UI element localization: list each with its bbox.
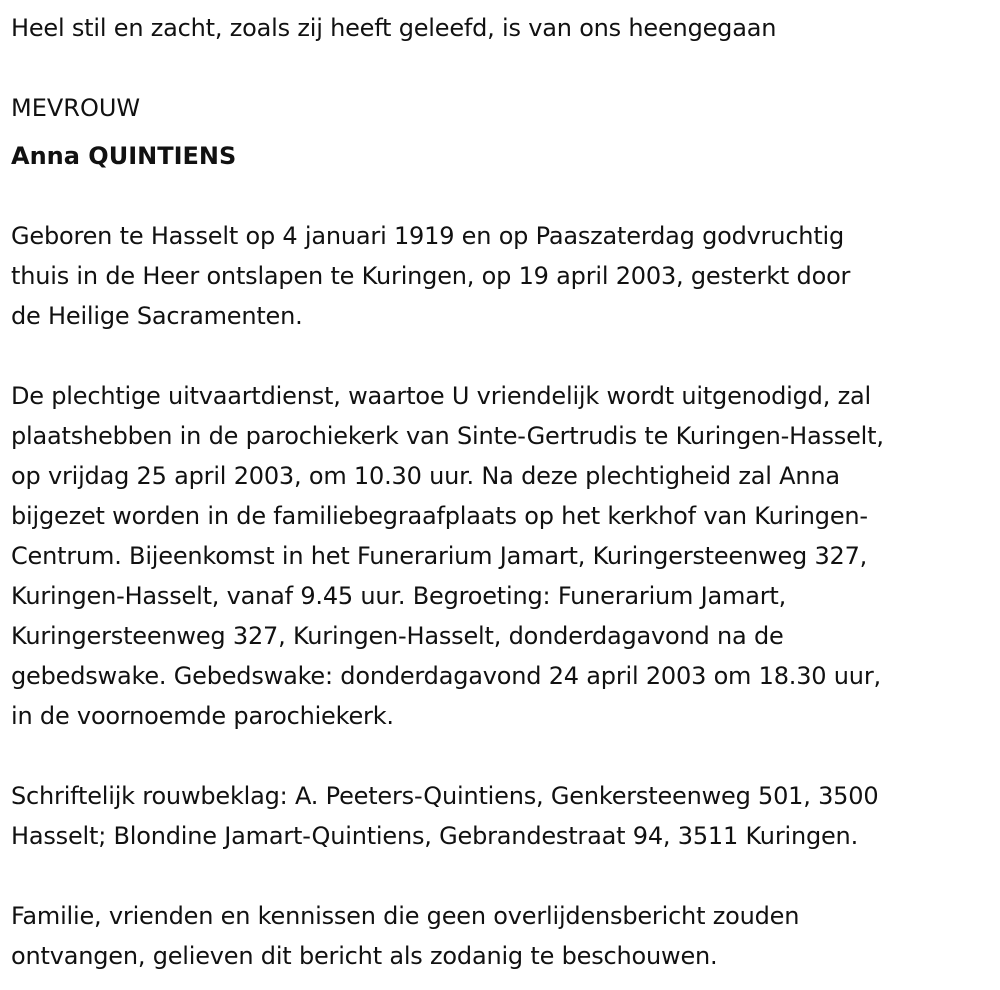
deceased-name: Anna QUINTIENS xyxy=(11,142,237,170)
text-line: ontvangen, gelieven dit bericht als zodanig te beschouwen. xyxy=(11,942,718,970)
text-line: Centrum. Bijeenkomst in het Funerarium Jamart, Kuringersteenweg 327, xyxy=(11,542,868,570)
closing-paragraph xyxy=(11,896,1000,976)
opening-line: Heel stil en zacht, zoals zij heeft geleefd, is van ons heengegaan xyxy=(11,14,777,42)
text-line: bijgezet worden in de familiebegraafplaats op het kerkhof van Kuringen- xyxy=(11,502,868,530)
salutation: MEVROUW xyxy=(11,94,141,122)
text-line: op vrijdag 25 april 2003, om 10.30 uur. Na deze plechtigheid zal Anna xyxy=(11,462,840,490)
birth-paragraph xyxy=(11,216,1000,336)
text-line: de Heilige Sacramenten. xyxy=(11,302,303,330)
text-line: Kuringersteenweg 327, Kuringen-Hasselt, donderdagavond na de xyxy=(11,622,784,650)
text-line: De plechtige uitvaartdienst, waartoe U vriendelijk wordt uitgenodigd, zal xyxy=(11,382,871,410)
text-line: Schriftelijk rouwbeklag: A. Peeters-Quintiens, Genkersteenweg 501, 3500 xyxy=(11,782,879,810)
text-line: Hasselt; Blondine Jamart-Quintiens, Gebrandestraat 94, 3511 Kuringen. xyxy=(11,822,859,850)
text-line: Geboren te Hasselt op 4 januari 1919 en op Paaszaterdag godvruchtig xyxy=(11,222,845,250)
condolence-paragraph xyxy=(11,776,1000,856)
service-paragraph xyxy=(11,376,1000,736)
text-line: in de voornoemde parochiekerk. xyxy=(11,702,394,730)
text-line: gebedswake. Gebedswake: donderdagavond 24 april 2003 om 18.30 uur, xyxy=(11,662,881,690)
text-line: thuis in de Heer ontslapen te Kuringen, op 19 april 2003, gesterkt door xyxy=(11,262,851,290)
text-line: Familie, vrienden en kennissen die geen overlijdensbericht zouden xyxy=(11,902,800,930)
text-line: plaatshebben in de parochiekerk van Sinte-Gertrudis te Kuringen-Hasselt, xyxy=(11,422,884,450)
text-line: Kuringen-Hasselt, vanaf 9.45 uur. Begroeting: Funerarium Jamart, xyxy=(11,582,787,610)
